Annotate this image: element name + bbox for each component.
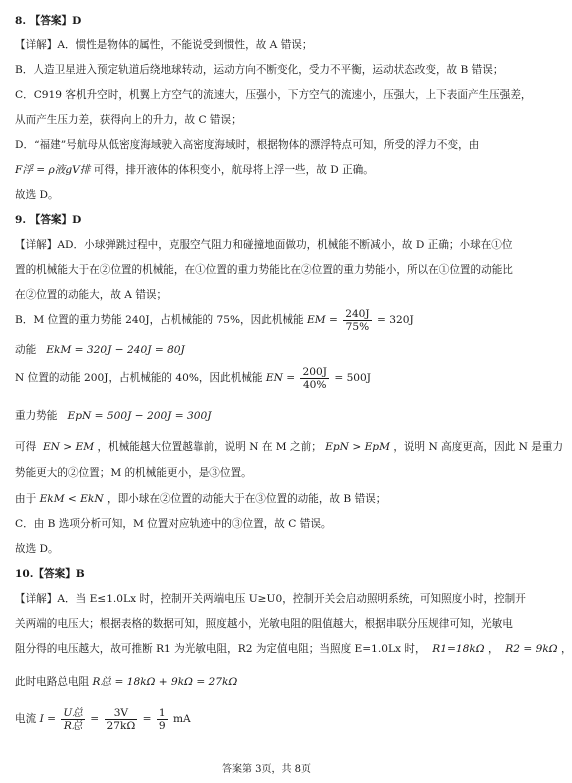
en-symbol: EN =: [265, 372, 296, 384]
en-fraction-den: 40%: [302, 378, 327, 391]
total-resistance-label: 此时电路总电阻: [15, 676, 90, 688]
en-fraction-num: 200J: [302, 365, 327, 378]
q9-compare-a: 可得: [15, 441, 37, 453]
q9-compare3-a: 由于: [15, 493, 37, 505]
q10-a3-text: 阻分得的电压越大，故可推断 R1 为光敏电阻，R2 为定值电阻；当照度 E=1.0Lx 时，: [15, 643, 426, 655]
q8-option-d-text: 可得，排开液体的体积变小，航母将上浮一些，故 D 正确。: [93, 164, 374, 176]
q9-epn-line: [15, 409, 212, 423]
equals-1: =: [90, 713, 100, 725]
q9-n-line: [15, 364, 371, 392]
em-fraction-den: 75%: [345, 320, 370, 333]
q9-header: 9. 【答案】D: [15, 214, 82, 226]
q10-option-a-line2: 关两端的电压大；根据表格的数据可知，照度越小，光敏电阻的阻值越大，根据串联分压规律可知，光敏电: [15, 618, 513, 630]
current-fraction-2: [105, 707, 138, 732]
em-fraction: [343, 308, 371, 333]
q9-option-b-text: B．M 位置的重力势能 240J，占机械能的 75%，因此机械能: [15, 314, 304, 326]
em-fraction-num: 240J: [345, 307, 370, 320]
q9-compare-c: ，机械能越大位置越靠前，说明 N 在 M 之前；: [97, 441, 322, 453]
q9-compare3-c: ，即小球在②位置的动能大于在③位置的动能，故 B 错误；: [106, 493, 387, 505]
q10-current-line: [15, 704, 191, 734]
q9-option-ad-line1: 【详解】AD．小球弹跳过程中，克服空气阻力和碰撞地面做功，机械能不断减小，故 D 正确；小球在①位: [15, 239, 513, 251]
q10-option-a-line1: 【详解】A．当 E≤1.0Lx 时，控制开关两端电压 U≥U0，控制开关会启动照明系统，可知照度小时，控制开: [15, 593, 526, 605]
current-fraction-2-den: 27kΩ: [106, 719, 136, 732]
epn-label: 重力势能: [15, 410, 58, 422]
epn-gt-epm: EpN > EpM: [325, 441, 390, 453]
equals-2: =: [142, 713, 152, 725]
q9-ekm-line: [15, 343, 185, 357]
en-result: = 500J: [334, 372, 372, 384]
q8-option-d-line1: D．“福建”号航母从低密度海域驶入高密度海域时，根据物体的漂浮特点可知，所受的浮力不变，由: [15, 139, 480, 151]
ekm-lt-ekn: EkM < EkN: [39, 493, 104, 505]
q8-option-b: B．人造卫星进入预定轨道后绕地球转动，运动方向不断变化，受力不平衡，运动状态改变，故 B 错误；: [15, 64, 504, 76]
q8-option-d-line2: [15, 163, 374, 177]
current-fraction-1-den: R总: [63, 719, 83, 732]
q9-compare-line1: [15, 440, 563, 454]
q9-choose: 故选 D。: [15, 543, 59, 555]
ekm-formula: EkM = 320J − 240J = 80J: [46, 344, 185, 356]
current-fraction-3-num: 1: [158, 706, 166, 719]
current-label: 电流: [15, 713, 37, 725]
q10-total-resistance-line: [15, 675, 237, 689]
ekm-label: 动能: [15, 344, 37, 356]
current-fraction-3: [157, 707, 168, 732]
r2-value: R2 = 9kΩ: [505, 643, 558, 655]
q9-option-ad-line2: 置的机械能大于在②位置的机械能，在①位置的重力势能比在②位置的重力势能小，所以在①位置的动能比: [15, 264, 513, 276]
q9-option-ad-line3: 在②位置的动能大，故 A 错误；: [15, 289, 168, 301]
q8-option-a: 【详解】A．惯性是物体的属性，不能说受到惯性，故 A 错误；: [15, 39, 313, 51]
em-symbol: EM =: [307, 314, 338, 326]
total-resistance-formula: R总 = 18kΩ + 9kΩ = 27kΩ: [92, 676, 238, 688]
q8-header: 8. 【答案】D: [15, 15, 82, 27]
q9-option-b-line: [15, 306, 414, 334]
q9-compare-line2: 势能更大的②位置；M 的机械能更小，是③位置。: [15, 467, 252, 479]
current-unit: mA: [173, 713, 191, 725]
q9-compare-line3: [15, 492, 386, 506]
q8-option-c-line1: C．C919 客机升空时，机翼上方空气的流速大，压强小，下方空气的流速小，压强大，上下表面产生压强差，: [15, 89, 532, 101]
current-fraction-2-num: 3V: [105, 707, 138, 720]
q10-comma-2: ，: [560, 643, 572, 655]
q8-choose: 故选 D。: [15, 189, 59, 201]
epn-formula: EpN = 500J − 200J = 300J: [67, 410, 212, 422]
current-fraction-1-num: U总: [63, 706, 83, 719]
q9-compare-e: ，说明 N 高度更高，因此 N 是重力: [393, 441, 564, 453]
q9-n-text: N 位置的动能 200J，占机械能的 40%，因此机械能: [15, 372, 263, 384]
q10-header: 10.【答案】B: [15, 568, 85, 580]
r1-value: R1=18kΩ: [432, 643, 485, 655]
current-symbol: I =: [39, 713, 56, 725]
en-fraction: [300, 366, 328, 391]
current-fraction-3-den: 9: [158, 719, 166, 732]
page-footer: 答案第 3页，共 8页: [221, 764, 312, 775]
q10-comma-1: ，: [487, 643, 499, 655]
em-result: = 320J: [377, 314, 414, 326]
buoyancy-formula: F浮 = ρ液gV排: [15, 164, 91, 176]
en-gt-em: EN > EM: [42, 441, 95, 453]
q9-option-c: C．由 B 选项分析可知，M 位置对应轨迹中的③位置，故 C 错误。: [15, 518, 332, 530]
current-fraction-1: [61, 707, 85, 732]
q10-option-a-line3: [15, 642, 572, 656]
q8-option-c-line2: 从而产生压力差，获得向上的升力，故 C 错误；: [15, 114, 242, 126]
